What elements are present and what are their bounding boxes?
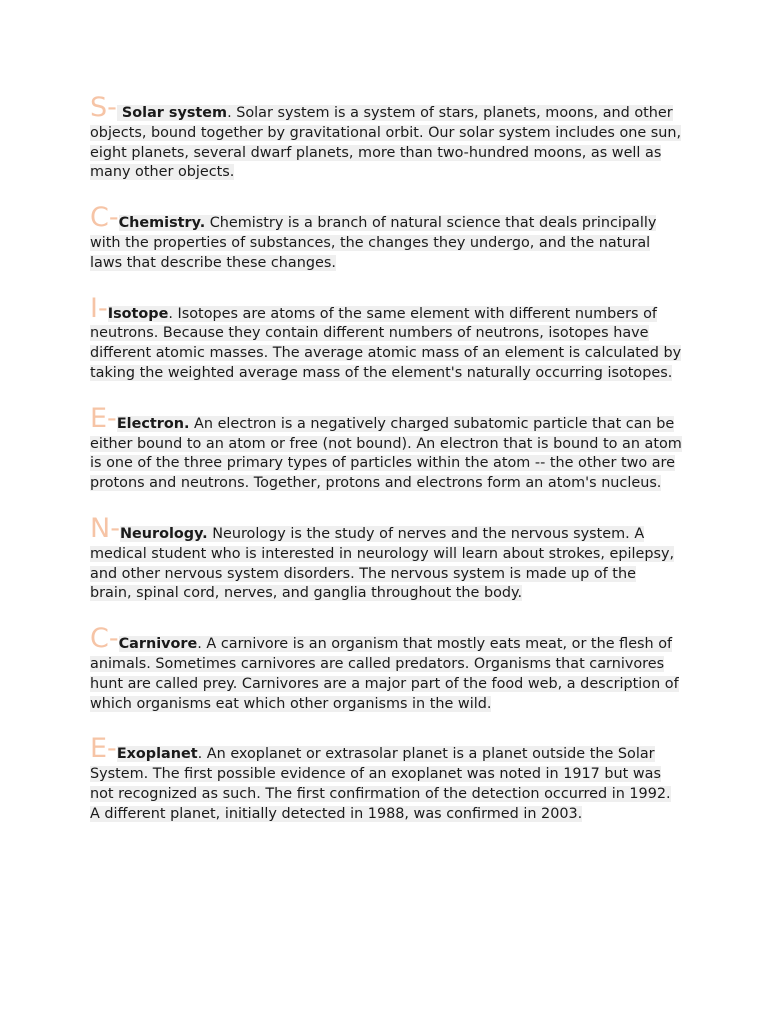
term-heading: Chemistry. xyxy=(118,215,206,232)
entry-isotope xyxy=(90,292,682,384)
entry-solar-system xyxy=(90,92,682,183)
entry-electron xyxy=(90,402,682,494)
entry-neurology xyxy=(90,512,682,604)
entry-description: Chemistry is a branch of natural science that deals principally with the properties of substances, the changes they undergo, and the natural laws that describe these changes. xyxy=(90,215,657,271)
entry-exoplanet xyxy=(90,733,682,824)
initial-letter: E- xyxy=(90,402,117,434)
term-heading: Electron. xyxy=(116,415,190,432)
term-heading: Exoplanet xyxy=(116,746,198,763)
document-page xyxy=(90,92,682,850)
term-heading: Solar system xyxy=(116,105,228,121)
entry-description: . An exoplanet or extrasolar planet is a planet outside the Solar System. The first possible evidence of an exoplanet was noted in 1917 but was not recognized as such. The first confirmation of the detection occurred in 1992. A different planet, initially detected in 1988, was confirmed in 2003. xyxy=(90,746,671,822)
initial-letter: C- xyxy=(90,623,119,655)
initial-letter: S- xyxy=(90,92,117,123)
term-heading: Carnivore xyxy=(118,636,198,653)
initial-letter: E- xyxy=(90,733,117,765)
term-heading: Neurology. xyxy=(119,525,208,542)
entry-description: An electron is a negatively charged subatomic particle that can be either bound to an atom or free (not bound). An electron that is bound to an atom is one of the three primary types of particles within the atom -- the other two are protons and neutrons. Together, protons and electrons form an atom's nucleus. xyxy=(90,415,682,492)
entry-description: Neurology is the study of nerves and the nervous system. A medical student who is interested in neurology will learn about strokes, epilepsy, and other nervous system disorders. The nervous system is made up of the brain, spinal cord, nerves, and ganglia throughout the body. xyxy=(90,525,675,602)
entry-chemistry xyxy=(90,202,682,273)
entry-description: . Solar system is a system of stars, planets, moons, and other objects, bound together by gravitational orbit. Our solar system includes one sun, eight planets, several dwarf planets, more than two-hundred moons, as well as many other objects. xyxy=(90,105,682,181)
entry-description: . A carnivore is an organism that mostly eats meat, or the flesh of animals. Sometimes carnivores are called predators. Organisms that carnivores hunt are called prey. Carnivores are a major part of the food web, a description of which organisms eat which other organisms in the wild. xyxy=(90,636,679,712)
entry-carnivore xyxy=(90,623,682,714)
initial-letter: I- xyxy=(90,292,108,324)
entry-description: . Isotopes are atoms of the same element with different numbers of neutrons. Because they contain different numbers of neutrons, isotopes have different atomic masses. The average atomic mass of an element is calculated by taking the weighted average mass of the element's naturally occurring isotopes. xyxy=(90,305,682,381)
initial-letter: C- xyxy=(90,202,119,234)
initial-letter: N- xyxy=(90,512,120,544)
term-heading: Isotope xyxy=(107,305,169,322)
